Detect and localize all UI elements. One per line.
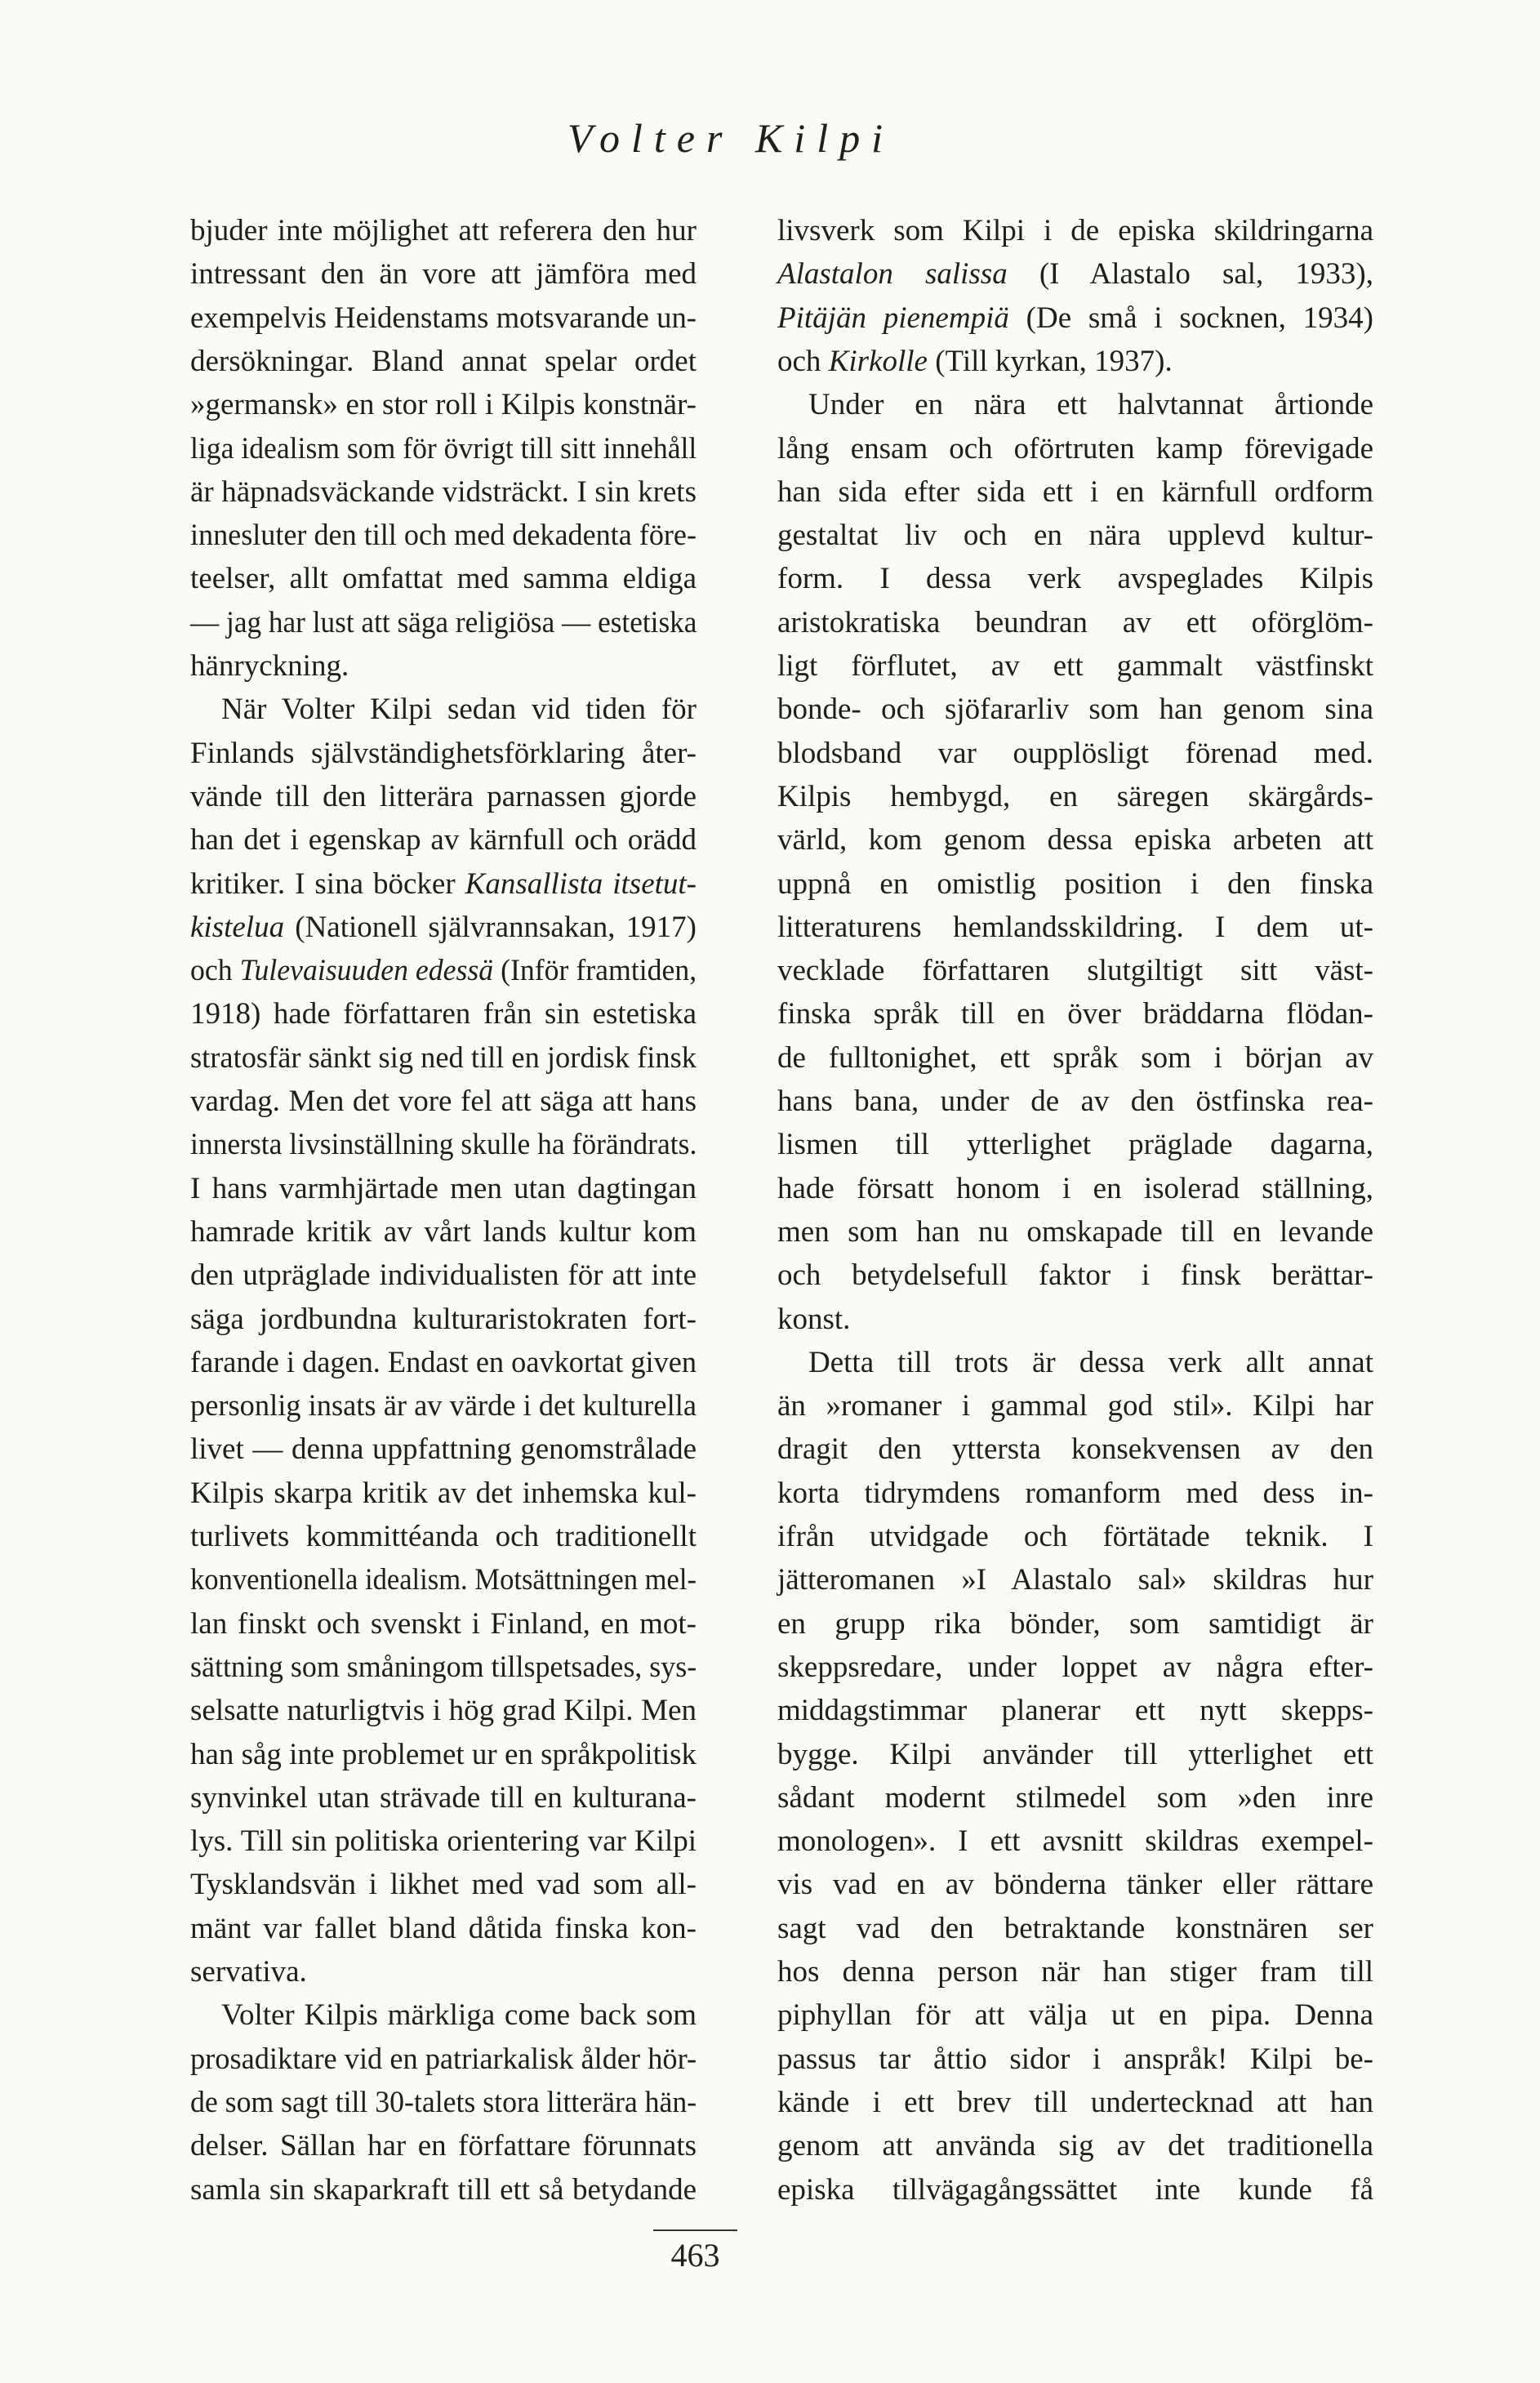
line-text: han det i egenskap av kärnfull och orädd bbox=[190, 823, 697, 857]
text-line bbox=[190, 1386, 697, 1427]
line-text: finska språk till en över bräddarna flödan- bbox=[777, 997, 1373, 1031]
line-text: prosadiktare vid en patriarkalisk ålder hör- bbox=[190, 2042, 697, 2076]
line-text: intressant den än vore att jämföra med bbox=[190, 257, 697, 292]
text-line bbox=[190, 951, 697, 991]
text-line bbox=[777, 1560, 1373, 1601]
text-line bbox=[777, 559, 1373, 599]
line-text: lång ensam och oförtruten kamp förevigade bbox=[777, 431, 1373, 465]
text-line bbox=[190, 1864, 697, 1905]
text-line bbox=[190, 1909, 697, 1949]
text-line bbox=[777, 646, 1373, 687]
line-text: delser. Sällan har en författare förunnats bbox=[190, 2129, 697, 2163]
line-text: middagstimmar planerar ett nytt skepps- bbox=[777, 1694, 1373, 1728]
text-line bbox=[777, 1735, 1373, 1775]
text-line bbox=[777, 1169, 1373, 1209]
line-text: (De små i socknen, 1934) bbox=[1008, 301, 1373, 335]
line-text: (Nationell självrannsakan, 1917) bbox=[284, 910, 697, 944]
line-text: samla sin skaparkraft till ett så betydande bbox=[190, 2172, 697, 2207]
line-text: »germansk» en stor roll i Kilpis konstnär- bbox=[190, 388, 697, 422]
text-line bbox=[190, 1690, 697, 1731]
line-text: 1918) hade författaren från sin estetiska bbox=[190, 997, 697, 1031]
text-line bbox=[777, 472, 1373, 513]
line-text: Detta till trots är dessa verk allt annat bbox=[808, 1345, 1373, 1379]
line-text: sådant modernt stilmedel som »den inre bbox=[777, 1780, 1373, 1815]
text-line bbox=[190, 298, 697, 339]
line-text: vecklade författaren slutgiltigt sitt väst- bbox=[777, 954, 1373, 988]
line-text: servativa. bbox=[190, 1955, 307, 1989]
line-text: bjuder inte möjlighet att referera den hur bbox=[190, 214, 697, 247]
line-text: hans bana, under de av den östfinska rea- bbox=[777, 1085, 1373, 1118]
line-text: exempelvis Heidenstams motsvarande un- bbox=[190, 301, 697, 335]
text-line bbox=[777, 689, 1373, 730]
line-text: När Volter Kilpi sedan vid tiden för bbox=[221, 693, 697, 727]
text-line bbox=[777, 1038, 1373, 1079]
text-line bbox=[190, 559, 697, 599]
text-line bbox=[777, 211, 1373, 252]
line-text: genom att använda sig av det traditionella bbox=[777, 2129, 1373, 2163]
line-text: sagt vad den betraktande konstnären ser bbox=[777, 1911, 1373, 1945]
italic-title: Pitäjän pienempiä bbox=[777, 301, 1009, 335]
line-text: lismen till ytterlighet präglade dagarna, bbox=[777, 1128, 1373, 1162]
running-title: Volter Kilpi bbox=[567, 115, 894, 161]
line-text: kände i ett brev till undertecknad att han bbox=[777, 2085, 1373, 2119]
text-line bbox=[190, 864, 697, 905]
line-text: Volter Kilpis märkliga come back som bbox=[221, 1998, 697, 2033]
text-line bbox=[777, 515, 1373, 556]
italic-title: Kirkolle bbox=[828, 344, 928, 378]
line-text: ifrån utvidgade och förtätade teknik. I bbox=[777, 1520, 1373, 1553]
line-text: livet — denna uppfattning genomstrålade bbox=[190, 1432, 697, 1467]
text-line bbox=[190, 1952, 697, 1993]
text-line bbox=[190, 820, 697, 861]
text-line bbox=[190, 429, 697, 470]
line-text: litteraturens hemlandsskildring. I dem ut- bbox=[777, 910, 1373, 944]
text-line bbox=[777, 2170, 1373, 2211]
line-text: turlivets kommittéanda och traditionellt bbox=[190, 1520, 697, 1553]
text-line bbox=[777, 1386, 1373, 1427]
line-text: (Till kyrkan, 1937). bbox=[927, 344, 1173, 378]
line-text: sättning som småningom tillspetsades, sys- bbox=[190, 1650, 697, 1684]
text-line bbox=[190, 646, 697, 687]
line-text: episka tillvägagångssättet inte kunde få bbox=[777, 2172, 1373, 2207]
line-text: vis vad en av bönderna tänker eller rättare bbox=[777, 1868, 1373, 1902]
text-line bbox=[190, 1081, 697, 1122]
line-text: innersta livsinställning skulle ha förändrats. bbox=[190, 1128, 697, 1162]
line-text: (Inför framtiden, bbox=[493, 954, 697, 988]
line-text: och betydelsefull faktor i finsk berättar- bbox=[777, 1258, 1373, 1293]
text-line bbox=[777, 1604, 1373, 1645]
line-text: Under en nära ett halvtannat årtionde bbox=[808, 388, 1373, 422]
text-line bbox=[190, 907, 697, 948]
text-line bbox=[190, 1429, 697, 1470]
line-text: Finlands självständighetsförklaring åter- bbox=[190, 736, 697, 770]
text-line bbox=[190, 994, 697, 1035]
line-text: hade försatt honom i en isolerad ställning, bbox=[777, 1171, 1373, 1205]
line-text: mänt var fallet bland dåtida finska kon- bbox=[190, 1911, 697, 1945]
text-line bbox=[190, 1517, 697, 1557]
line-text: uppnå en omistlig position i den finska bbox=[777, 866, 1373, 901]
text-line bbox=[190, 2126, 697, 2167]
text-line bbox=[190, 733, 697, 774]
line-text: — jag har lust att säga religiösa — estetiska bbox=[190, 605, 697, 639]
line-text: värld, kom genom dessa episka arbeten att bbox=[777, 823, 1373, 857]
text-line bbox=[777, 777, 1373, 817]
text-line bbox=[190, 1255, 697, 1296]
line-text: blodsband var oupplösligt förenad med. bbox=[777, 736, 1373, 770]
text-line bbox=[190, 2082, 697, 2123]
line-text: och bbox=[777, 344, 829, 378]
text-line bbox=[777, 1255, 1373, 1296]
text-line bbox=[777, 1821, 1373, 1862]
line-text: Tysklandsvän i likhet med vad som all- bbox=[190, 1868, 697, 1902]
line-text: än »romaner i gammal god stil». Kilpi har bbox=[777, 1389, 1373, 1423]
text-line bbox=[190, 211, 697, 252]
line-text: Kilpis hembygd, en säregen skärgårds- bbox=[777, 779, 1373, 813]
text-line bbox=[190, 2039, 697, 2080]
text-line bbox=[190, 1995, 697, 2036]
text-line bbox=[777, 2039, 1373, 2080]
line-text: stratosfär sänkt sig ned till en jordisk finsk bbox=[190, 1040, 697, 1075]
line-text: dersökningar. Bland annat spelar ordet bbox=[190, 344, 697, 378]
text-line bbox=[190, 385, 697, 425]
line-text: de fulltonighet, ett språk som i början av bbox=[777, 1040, 1373, 1075]
line-text: ligt förflutet, av ett gammalt västfinskt bbox=[777, 649, 1373, 683]
italic-title: kistelua bbox=[190, 910, 285, 944]
text-line bbox=[190, 1212, 697, 1253]
line-text: de som sagt till 30-talets stora litterära hän- bbox=[190, 2085, 697, 2119]
text-line bbox=[777, 1343, 1373, 1383]
text-line bbox=[190, 777, 697, 817]
italic-title: Kansallista itsetut- bbox=[465, 866, 697, 901]
line-text: skeppsredare, under loppet av några efter- bbox=[777, 1650, 1373, 1684]
line-text: vardag. Men det vore fel att säga att hans bbox=[190, 1085, 697, 1118]
line-text: liga idealism som för övrigt till sitt innehåll bbox=[190, 431, 697, 465]
line-text: form. I dessa verk avspeglades Kilpis bbox=[777, 562, 1373, 596]
line-text: han såg inte problemet ur en språkpolitisk bbox=[190, 1737, 697, 1771]
line-text: selsatte naturligtvis i hög grad Kilpi. Men bbox=[190, 1694, 697, 1728]
line-text: hamrade kritik av vårt lands kultur kom bbox=[190, 1214, 697, 1249]
text-line bbox=[777, 429, 1373, 470]
text-line bbox=[190, 254, 697, 295]
text-line bbox=[190, 1821, 697, 1862]
text-line bbox=[777, 603, 1373, 644]
text-line bbox=[777, 1690, 1373, 1731]
text-line bbox=[777, 864, 1373, 905]
text-line bbox=[190, 1778, 697, 1819]
text-line bbox=[777, 994, 1373, 1035]
line-text: (I Alastalo sal, 1933), bbox=[1007, 257, 1373, 292]
text-line bbox=[777, 1517, 1373, 1557]
text-line bbox=[777, 2126, 1373, 2167]
line-text: farande i dagen. Endast en oavkortat given bbox=[190, 1345, 697, 1379]
text-line bbox=[777, 254, 1373, 295]
text-line bbox=[190, 341, 697, 382]
line-text: en grupp rika bönder, som samtidigt är bbox=[777, 1606, 1373, 1641]
text-line bbox=[777, 385, 1373, 425]
line-text: aristokratiska beundran av ett oförglöm- bbox=[777, 605, 1373, 639]
page-number-rule bbox=[653, 2229, 737, 2231]
text-line bbox=[190, 1343, 697, 1383]
text-line bbox=[777, 1125, 1373, 1165]
line-text: livsverk som Kilpi i de episka skildringarna bbox=[777, 214, 1373, 247]
text-line bbox=[777, 1995, 1373, 2036]
text-line bbox=[777, 951, 1373, 991]
text-line bbox=[777, 1299, 1373, 1340]
line-text: piphyllan för att välja ut en pipa. Denna bbox=[777, 1998, 1373, 2033]
line-text: Kilpis skarpa kritik av det inhemska kul- bbox=[190, 1476, 697, 1510]
line-text: I hans varmhjärtade men utan dagtingan bbox=[190, 1171, 697, 1205]
text-line bbox=[190, 1647, 697, 1688]
line-text: gestaltat liv och en nära upplevd kultur- bbox=[777, 519, 1373, 553]
italic-title: Alastalon salissa bbox=[777, 257, 1008, 292]
line-text: personlig insats är av värde i det kulturella bbox=[190, 1389, 697, 1423]
text-line bbox=[777, 1647, 1373, 1688]
text-line bbox=[777, 733, 1373, 774]
line-text: kritiker. I sina böcker bbox=[190, 866, 465, 901]
text-line bbox=[190, 1038, 697, 1079]
line-text: synvinkel utan strävade till en kulturana- bbox=[190, 1780, 697, 1815]
line-text: monologen». I ett avsnitt skildras exempel- bbox=[777, 1824, 1373, 1859]
line-text: korta tidrymdens romanform med dess in- bbox=[777, 1476, 1373, 1510]
text-line bbox=[777, 820, 1373, 861]
line-text: konst. bbox=[777, 1302, 851, 1336]
text-line bbox=[190, 515, 697, 556]
text-line bbox=[777, 1473, 1373, 1514]
text-line bbox=[190, 603, 697, 644]
line-text: men som han nu omskapade till en levande bbox=[777, 1214, 1373, 1249]
line-text: lys. Till sin politiska orientering var Kilpi bbox=[190, 1824, 697, 1859]
text-line bbox=[777, 1864, 1373, 1905]
line-text: bygge. Kilpi använder till ytterlighet ett bbox=[777, 1737, 1373, 1771]
line-text: han sida efter sida ett i en kärnfull ordform bbox=[777, 474, 1373, 509]
line-text: bonde- och sjöfararliv som han genom sina bbox=[777, 693, 1373, 727]
text-line bbox=[777, 1081, 1373, 1122]
text-line bbox=[777, 298, 1373, 339]
line-text: den utpräglade individualisten för att inte bbox=[190, 1258, 697, 1293]
text-line bbox=[190, 1560, 697, 1601]
text-line bbox=[777, 1778, 1373, 1819]
line-text: säga jordbundna kulturaristokraten fort- bbox=[190, 1302, 697, 1336]
text-line bbox=[190, 1735, 697, 1775]
text-line bbox=[777, 2082, 1373, 2123]
line-text: hos denna person när han stiger fram till bbox=[777, 1955, 1373, 1989]
text-line bbox=[777, 1429, 1373, 1470]
line-text: hänryckning. bbox=[190, 649, 349, 683]
text-line bbox=[190, 689, 697, 730]
line-text: passus tar åttio sidor i anspråk! Kilpi be- bbox=[777, 2042, 1373, 2076]
line-text: lan finskt och svenskt i Finland, en mot- bbox=[190, 1606, 697, 1641]
text-line bbox=[777, 1952, 1373, 1993]
line-text: och bbox=[190, 954, 240, 988]
line-text: är häpnadsväckande vidsträckt. I sin krets bbox=[190, 474, 697, 509]
text-line bbox=[777, 1212, 1373, 1253]
text-line bbox=[190, 1299, 697, 1340]
italic-title: Tulevaisuuden edessä bbox=[239, 954, 494, 988]
text-line bbox=[777, 1909, 1373, 1949]
line-text: teelser, allt omfattat med samma eldiga bbox=[190, 562, 697, 596]
text-line bbox=[190, 1125, 697, 1165]
text-line bbox=[190, 1169, 697, 1209]
text-line bbox=[777, 341, 1373, 382]
text-line bbox=[777, 907, 1373, 948]
text-line bbox=[190, 1473, 697, 1514]
line-text: innesluter den till och med dekadenta före- bbox=[190, 519, 697, 553]
text-line bbox=[190, 472, 697, 513]
text-line bbox=[190, 1604, 697, 1645]
line-text: vände till den litterära parnassen gjorde bbox=[190, 779, 697, 813]
text-line bbox=[190, 2170, 697, 2211]
page-number: 463 bbox=[670, 2237, 720, 2274]
line-text: konventionella idealism. Motsättningen mel- bbox=[190, 1563, 697, 1597]
line-text: dragit den yttersta konsekvensen av den bbox=[777, 1432, 1373, 1467]
line-text: jätteromanen »I Alastalo sal» skildras hur bbox=[777, 1563, 1373, 1597]
